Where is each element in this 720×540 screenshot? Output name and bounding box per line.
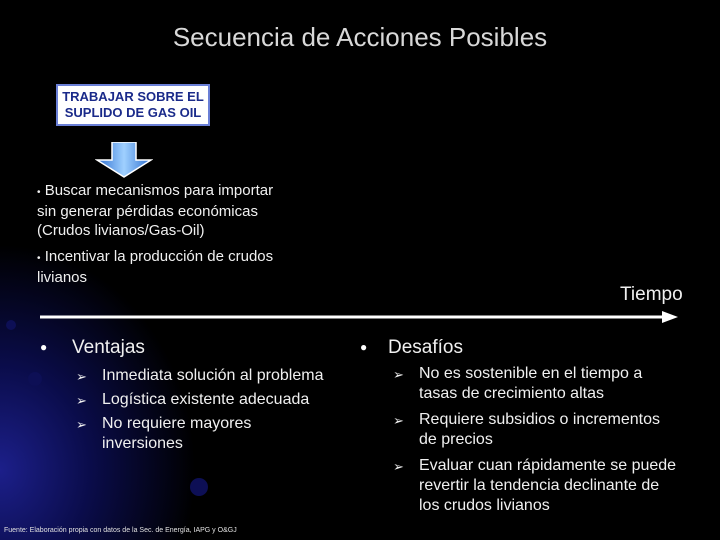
action-box — [56, 84, 210, 126]
timeline-label: Tiempo — [620, 284, 683, 305]
list-item-text: tasas de crecimiento altas — [419, 385, 604, 402]
chevron-bullet-icon: ➢ — [76, 369, 87, 384]
list-item-text: Logística existente adecuada — [102, 391, 310, 408]
paragraph-line: livianos — [37, 269, 88, 286]
down-arrow-icon — [95, 142, 153, 178]
slide-title: Secuencia de Acciones Posibles — [172, 22, 548, 52]
list-item — [393, 456, 715, 516]
desafios-list — [393, 364, 715, 516]
action-box-line1: TRABAJAR SOBRE EL — [62, 89, 204, 104]
decorative-dot — [6, 320, 16, 330]
chevron-bullet-icon: ➢ — [393, 367, 404, 382]
paragraph-incentivar — [37, 247, 273, 287]
ventajas-list — [76, 366, 336, 454]
list-item — [76, 366, 336, 386]
chevron-bullet-icon: ➢ — [76, 417, 87, 432]
timeline-arrow-icon — [40, 310, 680, 324]
paragraph-line — [37, 181, 273, 202]
list-item-text: inversiones — [102, 435, 183, 452]
list-item — [76, 414, 336, 454]
ventajas-heading: Ventajas — [72, 337, 145, 358]
list-item-text: de precios — [419, 431, 493, 448]
paragraph-importar — [37, 181, 273, 240]
desafios-heading: Desafíos — [388, 337, 463, 358]
list-item — [76, 390, 336, 410]
list-item-text: No es sostenible en el tiempo a — [419, 365, 643, 382]
bullet: • — [37, 253, 41, 264]
decorative-dot — [190, 478, 208, 496]
chevron-bullet-icon: ➢ — [393, 459, 404, 474]
list-item-text: No requiere mayores — [102, 415, 252, 432]
list-item — [393, 364, 715, 404]
list-item — [393, 410, 715, 450]
action-box-line2: SUPLIDO DE GAS OIL — [64, 105, 202, 120]
desafios-bullet-icon: ● — [360, 340, 368, 354]
list-item-text: los crudos livianos — [419, 497, 550, 514]
paragraph-line: sin generar pérdidas económicas — [37, 203, 258, 220]
source-note: Fuente: Elaboración propia con datos de la Sec. de Energía, IAPG y O&GJ — [4, 527, 237, 534]
bullet: • — [37, 187, 41, 198]
chevron-bullet-icon: ➢ — [393, 413, 404, 428]
list-item-text: Requiere subsidios o incrementos — [419, 411, 661, 428]
ventajas-bullet-icon: ● — [40, 340, 48, 354]
list-item-text: Evaluar cuan rápidamente se puede — [419, 457, 677, 474]
decorative-dot — [28, 372, 42, 386]
paragraph-line — [37, 247, 273, 268]
list-item-text: revertir la tendencia declinante de — [419, 477, 660, 494]
chevron-bullet-icon: ➢ — [76, 393, 87, 408]
paragraph-text: Incentivar la producción de crudos — [44, 248, 274, 265]
list-item-text: Inmediata solución al problema — [102, 367, 324, 384]
paragraph-text: Buscar mecanismos para importar — [44, 182, 274, 199]
paragraph-line: (Crudos livianos/Gas-Oil) — [37, 222, 205, 239]
